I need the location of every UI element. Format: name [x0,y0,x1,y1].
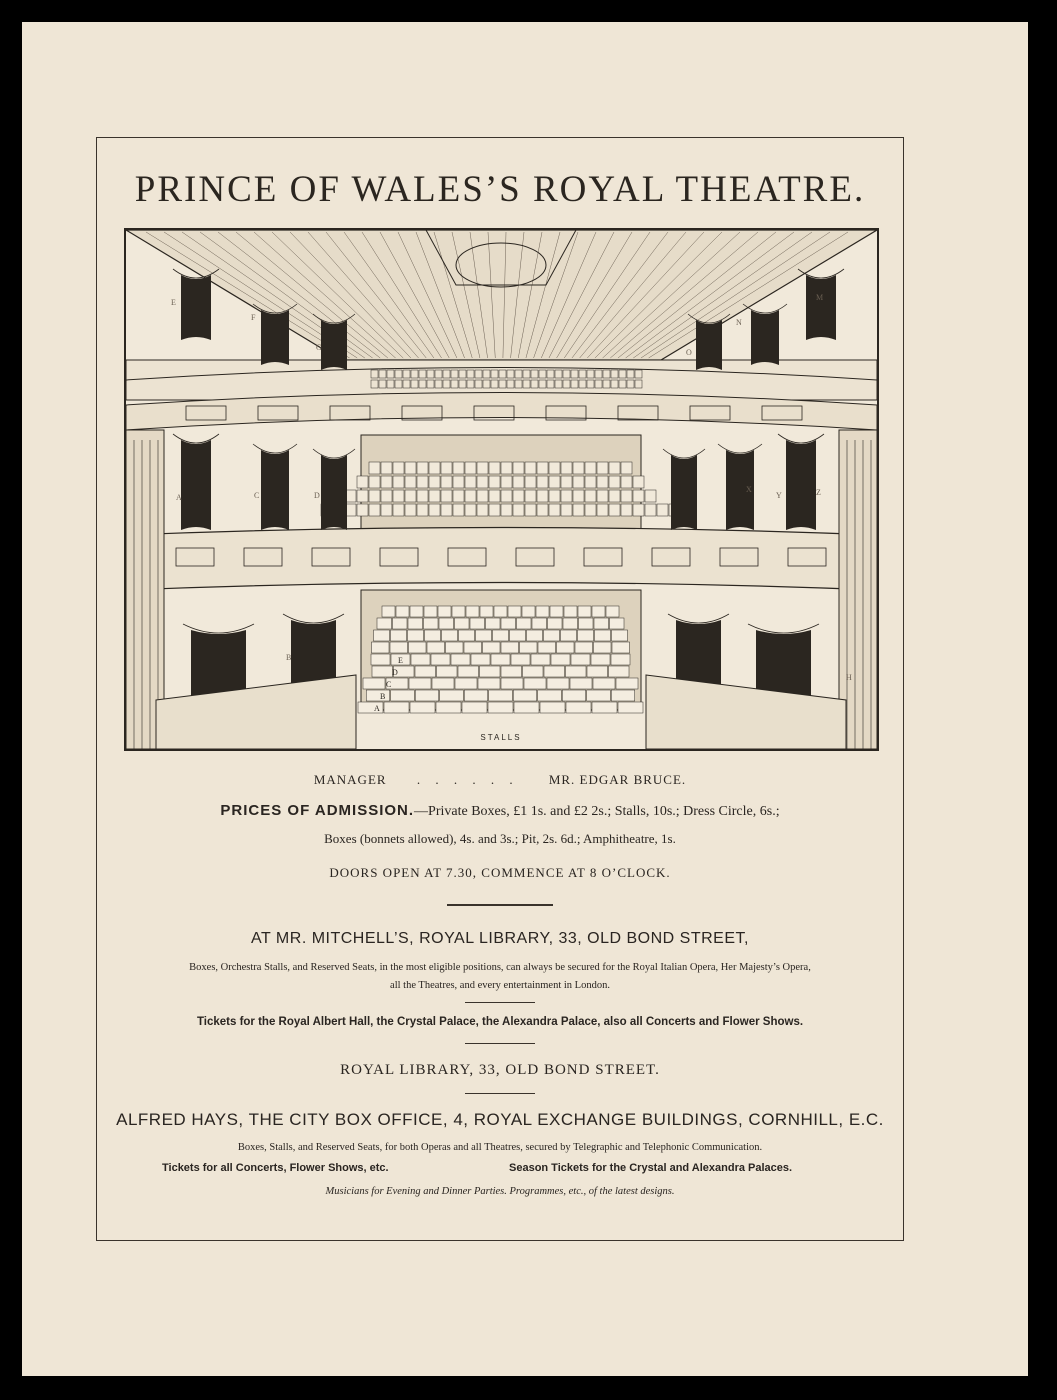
page-title: PRINCE OF WALES’S ROYAL THEATRE. [134,169,866,210]
row-letter: B [380,692,386,701]
divider-rule [465,1093,535,1094]
mitchell-text-2: all the Theatres, and every entertainment in London. [390,980,610,991]
box-letter: G [316,343,322,352]
prices-line-2: Boxes (bonnets allowed), 4s. and 3s.; Pit, 2s. 6d.; Amphitheatre, 1s. [324,831,676,846]
box-letter: X [746,485,752,494]
manager-dots: . . . . . . [416,772,519,787]
prices-text-1: —Private Boxes, £1 1s. and £2 2s.; Stalls, 10s.; Dress Circle, 6s.; [414,804,780,819]
mitchell-text-1: Boxes, Orchestra Stalls, and Reserved Seats, in the most eligible positions, can always be secured for the Royal Italian Opera, Her Majesty’s Opera, [189,962,811,973]
divider-rule [465,1002,535,1003]
stalls-label: STALLS [480,733,522,742]
box-letter: D [314,491,320,500]
manager-name: MR. EDGAR BRUCE. [548,772,687,787]
box-letter: F [251,313,256,322]
theatre-illustration [126,230,877,749]
hays-text: Boxes, Stalls, and Reserved Seats, for both Operas and all Theatres, secured by Telegraphic and Telephonic Communication. [237,1142,763,1153]
royal-library-line: ROYAL LIBRARY, 33, OLD BOND STREET. [340,1062,660,1078]
hays-footer: Musicians for Evening and Dinner Parties. Programmes, etc., of the latest designs. [325,1186,675,1197]
box-letter: C [254,491,260,500]
divider-rule [465,1043,535,1044]
row-letter: D [392,668,398,677]
page-sheet [22,22,1028,1376]
row-letter: C [386,680,392,689]
manager-line [97,772,903,788]
box-letter: N [736,318,742,327]
row-letter: A [374,704,380,713]
row-letter: E [398,656,403,665]
manager-label: MANAGER [313,772,387,787]
box-letter: Y [776,491,782,500]
box-letter: M [816,293,824,302]
box-letter: A [176,493,182,502]
hays-concerts: Tickets for all Concerts, Flower Shows, etc. [162,1162,389,1174]
hays-heading: ALFRED HAYS, THE CITY BOX OFFICE, 4, ROYAL EXCHANGE BUILDINGS, CORNHILL, E.C. [116,1110,884,1129]
theatre-engraving [124,228,879,751]
mitchell-heading: AT MR. MITCHELL’S, ROYAL LIBRARY, 33, OLD BOND STREET, [251,930,749,947]
hays-season: Season Tickets for the Crystal and Alexandra Palaces. [509,1162,793,1174]
doors-open-line: DOORS OPEN AT 7.30, COMMENCE AT 8 O’CLOCK. [329,865,671,880]
prices-heading: PRICES OF ADMISSION. [220,802,415,819]
divider-rule [447,904,553,908]
box-letter: H [846,673,852,682]
prices-line-1 [97,802,903,820]
mitchell-tickets: Tickets for the Royal Albert Hall, the Crystal Palace, the Alexandra Palace, also all Concerts and Flower Shows. [196,1016,804,1028]
page-frame [96,137,904,1241]
box-letter: O [686,348,692,357]
box-letter: Z [816,488,821,497]
box-letter: B [286,653,292,662]
box-letter: E [171,298,176,307]
